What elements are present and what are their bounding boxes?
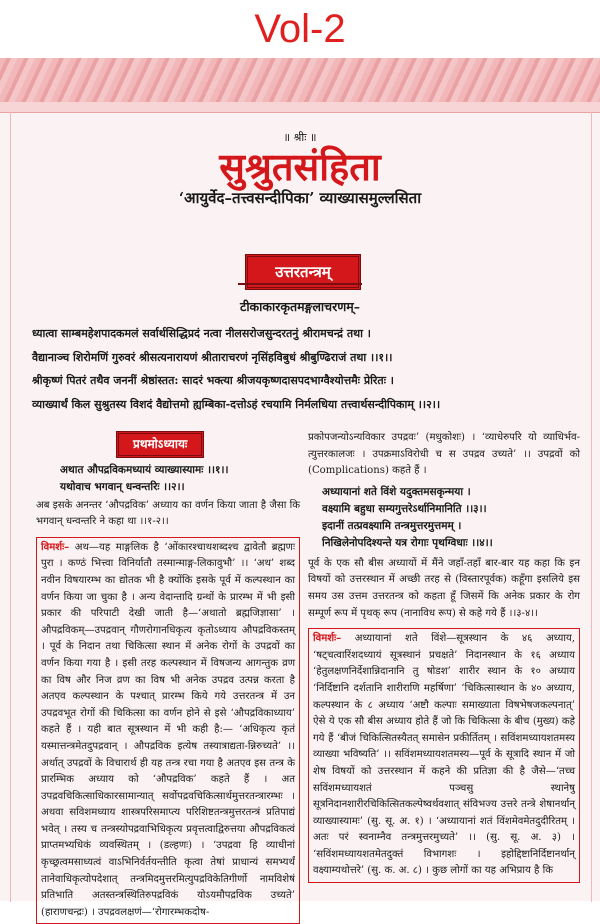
vimarsha-commentary [36, 537, 300, 924]
book-page [0, 58, 600, 918]
vimarsha-text: अध्यायानां शते विंशे—सूत्रस्थान के ४६ अध्याय, ‘षट्चत्वारिंशदध्यायं सूत्रस्थानं प्रचक्षते’ निदानस्थान के १६ अध्याय ‘हेतुलक्षणनिर्देशान्निदानानि तु षोडश’ शारीर स्थान के १० अध्याय ‘निर्दिष्टानि दर्शतानि शारीराणि महर्षिणा’ ‘चिकित्सास्थान के ४० अध्याय, कल्पस्थान के ८ अध्याय ‘अष्टौ कल्पाः समाख्याता विषभेषजकल्पनात्’ ऐसे ये एक सौ बीस अध्याय होते हैं जो कि चिकित्सा के बीच (मुख्य) कहे गये हैं ‘बीजं चिकित्सितस्यैतत् समासेन प्रकीर्तितम् । सविंशमध्यायशतमस्य व्याख्या भविष्यति’ ।। सविंशमध्यायशतमस्य—पूर्व के सूत्रादि स्थान में जो शेष विषयों को उत्तरस्थान में कहने की प्रतिज्ञा की है जैसे—‘तच्च सविंशमध्यायशतं पञ्चसु स्थानेषु सूत्रनिदानशारीरचिकित्सितकल्पेष्वर्थवशात् संविभज्य उत्तरे तन्त्रे शेषानर्थान् व्याख्यास्यामः’ (सु. सू. अ. १) । ‘अध्यायानां शतं विंशमेवमेतदुदीरितम् । अतः परं स्वनाम्नैव तन्त्रमुत्तरमुच्यते’ ।। (सु. सू. अ. ३) । ‘सविंशमध्यायशतमेतदुक्तं विभागशः । इहोद्दिष्टानिर्दिष्टानर्थान् वक्ष्याम्यथोत्तरे’ (सु. क. अ. ८) । कुछ लोगों का यह अभिप्राय है कि [313, 633, 575, 877]
right-column [308, 428, 580, 883]
invocation-line: ध्यात्वा साम्बमहेशपादकमलं सर्वार्थसिद्धिप्रदं नत्वा नीलसरोजसुन्दरतनुं श्रीरामचन्द्रं तथा । [32, 327, 371, 340]
shloka: अथात औपद्रविकमध्यायं व्याख्यास्यामः ।।१।। [60, 463, 229, 476]
tika-heading: टीकाकारकृतमङ्गलाचरणम्– [240, 299, 360, 314]
book-title: सुश्रुतसंहिता [219, 144, 381, 189]
chapter-label: प्रथमोऽध्यायः [116, 431, 204, 458]
invocation-line: व्याख्यार्थं किल सुश्रुतस्य विशदं वैद्योत्तमो ह्यम्बिका-दत्तोऽहं रचयामि निर्मलधिया तत्त्वार्थसन्दीपिकाम् ।।२।। [32, 397, 441, 411]
section-heading: उत्तरतन्त्रम् [245, 254, 361, 290]
vimarsha-text: अथ—यह माङ्गलिक है ‘ओंकारश्चाथशब्दश्च द्वावेतौ ब्रह्मणः पुरा । कण्ठं भित्त्वा विनिर्यातौ तस्मान्माङ्ग-लिकावुभौ’ ।। ‘अथ’ शब्द नवीन विषयारम्भ का द्योतक भी है क्योंकि इसके पूर्व में कल्पस्थान का वर्णन किया जा चुका है । अन्य वेदान्तादि ग्रन्थों के प्रारम्भ में भी इसी प्रकार की परिपाटी देखी जाती है—‘अथातो ब्रह्मजिज्ञासा’ । औपद्रविकम्—उपद्रवान् गौणरोगानधिकृत्य कृतोऽध्याय औपद्रविकस्तम् । पूर्व के निदान तथा चिकित्सा स्थान में अनेक रोगों के उपद्रवों का वर्णन किया गया है । इसी तरह कल्पस्थान में विषजन्य आगन्तुक व्रण का विष और निज व्रण का विष भी अनेक उपद्रव उत्पन्न करता है अतएव कल्पस्थान के पश्चात् प्रारम्भ किये गये उत्तरतन्त्र में उन उपद्रवभूत रोगों की चिकित्सा का वर्णन होने से इसे ‘औपद्रविकाध्याय’ कहते हैं । यही बात सूत्रस्थान में भी कही है:— ‘अधिकृत्य कृतं यस्मात्तन्त्रमेतदुपद्रवान् । औपद्रविक इत्येष तस्यात्राद्यता-न्निरुच्यते’ ।। अर्थात् उपद्रवों के विचारार्थ ही यह तन्त्र रचा गया है अतएव इस तन्त्र के प्रारम्भिक अध्याय को ‘औपद्रविक’ कहते हैं । अत उपद्रवचिकित्साधिकारसामान्यात् सर्वोपद्रवचिकित्सार्थमुत्तरतन्त्रारम्भः । अथवा सविशमध्याय शास्त्रपरिसमाप्त्य परिशिष्टतन्त्रमुत्तरतन्त्रं प्रतिपाद्यं भवेत् । तस्य च तन्त्रस्योपद्रवाभिधिकृत्य प्रवृत्तत्वाद्विरुत्तया औपद्रविकत्वं प्राप्तमभ्यधिकं व्यवस्थितम् । (डल्हणः) । ‘उपद्रवा हि व्याधीनां कृच्छ्रत्वमसाध्यत्वं वाऽभिनिर्वर्तयन्तीति कृत्वा तेषां प्राधान्यं समभ्यर्थं तानेवाधिकृत्योपदेशात् तन्त्रमिदमुत्तरमित्युपद्रविकेतिगीर्णो नामविशेषं प्रतिभाति अतस्तन्त्रस्थितिरुपद्रविकं योऽयमौपद्रविक उच्यते’ (हाराणचन्द्रः) । उपद्रवलक्षणं—‘रोगारम्भकदोष- [41, 541, 295, 918]
vimarsha-label: विमर्शः– [41, 541, 70, 553]
sri-invocation: ॥ श्रीः ॥ [283, 131, 317, 144]
translation-paragraph: प्रकोपजन्योऽन्यविकार उपद्रवः’ (मधुकोशः) । ‘व्याधेरुपरि यो व्याधिर्भव-त्युत्तरकालजः । उपक्रमाऽविरोधी च स उपद्रव उच्यते’ ।। उपद्रवों को (Complications) कहते हैं । [308, 432, 580, 477]
vimarsha-label: विमर्शः– [313, 633, 342, 645]
shloka-line: अध्यायानां शते विंशे यदुक्तमसकृन्मया । [322, 485, 471, 498]
shloka-line: वक्ष्यामि बहुधा सम्यगुत्तरेऽर्थानिमानिति ।।३।। [322, 502, 487, 515]
section-heading-rule [238, 283, 362, 285]
invocation-line: श्रीकृष्णं पितरं तथैव जननीं श्रेष्ठांस्तत: सादरं भक्त्या श्रीजयकृष्णदासपदभाग्वैश्योत्तमैः प्रेरितः । [32, 374, 394, 387]
invocation-verses [32, 322, 577, 416]
shloka: यथोवाच भगवान् धन्वन्तरिः ।।२।। [60, 480, 185, 493]
left-column [36, 431, 300, 924]
shloka-line: निखिलेनोपदिश्यन्ते यत्र रोगाः पृथग्विधाः ।।४।। [322, 536, 493, 549]
book-subtitle: ‘आयुर्वेद–तत्त्वसन्दीपिका’ व्याख्यासमुल्लसिता [178, 189, 422, 207]
vimarsha-commentary [308, 628, 580, 883]
translation-paragraph: अब इसके अनन्तर ‘औपद्रविक’ अध्याय का वर्णन किया जाता है जैसा कि भगवान् धन्वन्तरि ने कहा था ।।१-२।। [36, 499, 300, 528]
shloka-line: इदानीं तत्प्रवक्ष्यामि तन्त्रमुत्तरमुत्तमम् । [322, 519, 462, 532]
invocation-line: वैद्यानाञ्च शिरोमणिं गुरुवरं श्रीसत्यनारायणं श्रीताराचरणं नृसिंहविबुधं श्रीबुण्ढिराजं तथा ।।१।। [32, 350, 393, 364]
volume-label: Vol-2 [254, 7, 346, 51]
shloka-block [308, 484, 580, 552]
translation-paragraph: पूर्व के एक सौ बीस अध्यायों में मैंने जहाँ-तहाँ बार-बार यह कहा कि इन विषयों को उत्तरस्थान में अच्छी तरह से (विस्तारपूर्वक) कहूँगा इसलिये इस समय उस उत्तम उत्तरतन्त्र को कहता हूँ जिसमें कि अनेक प्रकार के रोग सम्पूर्ण रूप में पृथक् रूप (नानाविध रूप) से कहे गये हैं ।।३-४।। [308, 557, 580, 619]
